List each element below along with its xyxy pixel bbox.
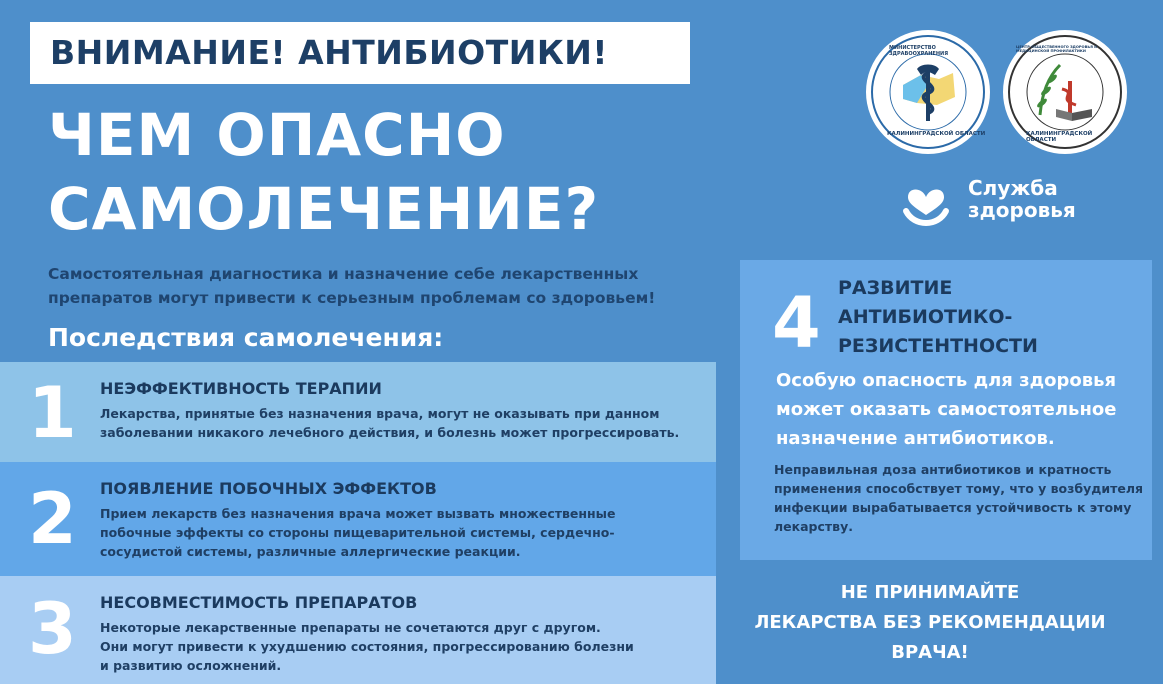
item-text-line: Они могут привести к ухудшению состояния, прогрессированию болезни (100, 639, 634, 654)
item-text-line: Прием лекарств без назначения врача может вызвать множественные (100, 506, 616, 521)
item-text-line: и развитию осложнений. (100, 658, 282, 673)
panel-title-line: РАЗВИТИЕ (838, 277, 953, 299)
item-text (100, 404, 700, 442)
panel-body-line: применения способствует тому, что у возбудителя (774, 481, 1144, 496)
headline-line: ЧЕМ ОПАСНО (48, 101, 506, 169)
item-text (100, 504, 700, 561)
intro-line: Самостоятельная диагностика и назначение себе лекарственных (48, 265, 639, 283)
item-number: 2 (28, 478, 77, 560)
panel-number: 4 (772, 282, 821, 364)
banner-title: ВНИМАНИЕ! АНТИБИОТИКИ! (30, 22, 690, 84)
item-text-line: побочные эффекты со стороны пищеварительной системы, сердечно- (100, 525, 615, 540)
panel-body (774, 460, 1144, 536)
item-number: 1 (28, 372, 77, 454)
cta-line: ЛЕКАРСТВА БЕЗ РЕКОМЕНДАЦИИ (754, 612, 1106, 633)
item-text-line: Некоторые лекарственные препараты не сочетаются друг с другом. (100, 620, 601, 635)
intro-text (48, 262, 738, 310)
consequence-item (0, 362, 716, 462)
panel-body-line: Неправильная доза антибиотиков и кратность (774, 462, 1112, 477)
center-ring-text: КАЛИНИНГРАДСКОЙ ОБЛАСТИ (1026, 131, 1093, 143)
service-name-line: Служба (968, 176, 1058, 200)
item-text-line: сосудистой системы, различные аллергические реакции. (100, 544, 521, 559)
panel-lead-line: назначение антибиотиков. (776, 428, 1055, 449)
item-text-line: Лекарства, принятые без назначения врача, могут не оказывать при данном (100, 406, 660, 421)
panel-lead (776, 366, 1146, 453)
service-name (968, 177, 1076, 221)
center-ring-text: ЦЕНТР ОБЩЕСТВЕННОГО ЗДОРОВЬЯ И МЕДИЦИНСКОЙ ПРОФИЛАКТИКИ (1016, 45, 1098, 53)
service-name-line: здоровья (968, 198, 1076, 222)
page-title (48, 98, 708, 246)
cta-line: НЕ ПРИНИМАЙТЕ (840, 582, 1020, 603)
intro-line: препаратов могут привести к серьезным проблемам со здоровьем! (48, 289, 656, 307)
cta-line: ВРАЧА! (891, 642, 969, 663)
ministry-ring-text: КАЛИНИНГРАДСКОЙ ОБЛАСТИ (887, 131, 986, 137)
ministry-ring-text: МИНИСТЕРСТВО ЗДРАВООХРАНЕНИЯ (889, 45, 949, 57)
headline-line: САМОЛЕЧЕНИЕ? (48, 175, 600, 243)
consequence-item (0, 576, 716, 684)
panel-title (838, 274, 1038, 361)
call-to-action (730, 578, 1130, 668)
item-text (100, 618, 700, 675)
item-title: ПОЯВЛЕНИЕ ПОБОЧНЫХ ЭФФЕКТОВ (100, 479, 437, 498)
ministry-logo (866, 30, 990, 154)
panel-lead-line: Особую опасность для здоровья (776, 370, 1117, 391)
panel-title-line: АНТИБИОТИКО- (838, 306, 1013, 328)
panel-lead-line: может оказать самостоятельное (776, 399, 1117, 420)
resistance-panel (740, 260, 1152, 560)
panel-title-line: РЕЗИСТЕНТНОСТИ (838, 335, 1038, 357)
consequence-item (0, 462, 716, 576)
item-title: НЕСОВМЕСТИМОСТЬ ПРЕПАРАТОВ (100, 593, 418, 612)
item-number: 3 (28, 588, 77, 670)
health-center-logo (1003, 30, 1127, 154)
health-service-logo (900, 175, 1120, 235)
item-text-line: заболевании никакого лечебного действия, и болезнь может прогрессировать. (100, 425, 680, 440)
heart-smile-icon (900, 177, 952, 229)
panel-body-line: лекарству. (774, 519, 853, 534)
consequences-heading: Последствия самолечения: (48, 323, 444, 352)
panel-body-line: инфекции вырабатывается устойчивость к этому (774, 500, 1132, 515)
item-title: НЕЭФФЕКТИВНОСТЬ ТЕРАПИИ (100, 379, 382, 398)
